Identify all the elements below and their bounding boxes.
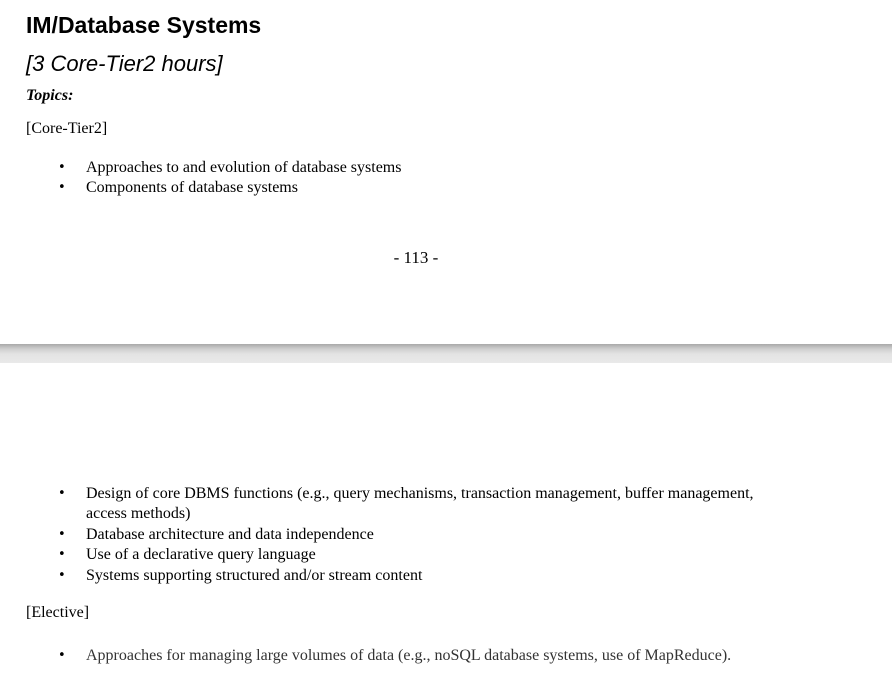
bullet-icon: • — [58, 567, 66, 583]
list-item-text: Use of a declarative query language — [86, 546, 316, 564]
list-item-text: Components of database systems — [86, 179, 298, 197]
pdf-page-114 — [0, 363, 892, 679]
list-item-text: Systems supporting structured and/or stream content — [86, 566, 423, 584]
bullet-icon: • — [58, 180, 66, 196]
section-title: IM/Database Systems — [26, 12, 262, 38]
core-tier2-label: [Core-Tier2] — [26, 120, 108, 137]
core-tier2-list — [0, 158, 892, 199]
list-item — [0, 646, 846, 666]
list-item-text: Approaches to and evolution of database systems — [86, 159, 402, 176]
list-item — [0, 566, 796, 586]
elective-list — [0, 646, 892, 666]
bullet-icon: • — [58, 547, 66, 563]
bullet-icon: • — [58, 486, 66, 501]
topics-heading: Topics: — [26, 87, 74, 104]
list-item-text: Design of core DBMS functions (e.g., query mechanisms, transaction management, buffer management, access methods) — [86, 485, 754, 523]
core-tier2-list-continued — [0, 484, 892, 586]
list-item-text: Database architecture and data independence — [86, 525, 374, 543]
hours-subtitle: [3 Core-Tier2 hours] — [26, 51, 223, 76]
list-item — [0, 158, 796, 178]
list-item — [0, 484, 796, 525]
elective-label: [Elective] — [26, 604, 90, 621]
page-number: - 113 - — [393, 248, 439, 267]
page-separator — [0, 344, 892, 363]
list-item-text: Approaches for managing large volumes of data (e.g., noSQL database systems, use of MapReduce). — [86, 647, 732, 664]
bullet-icon: • — [58, 648, 66, 663]
list-item — [0, 525, 796, 545]
bullet-icon: • — [58, 526, 66, 542]
list-item — [0, 545, 796, 565]
bullet-icon: • — [58, 160, 66, 175]
list-item — [0, 178, 796, 198]
